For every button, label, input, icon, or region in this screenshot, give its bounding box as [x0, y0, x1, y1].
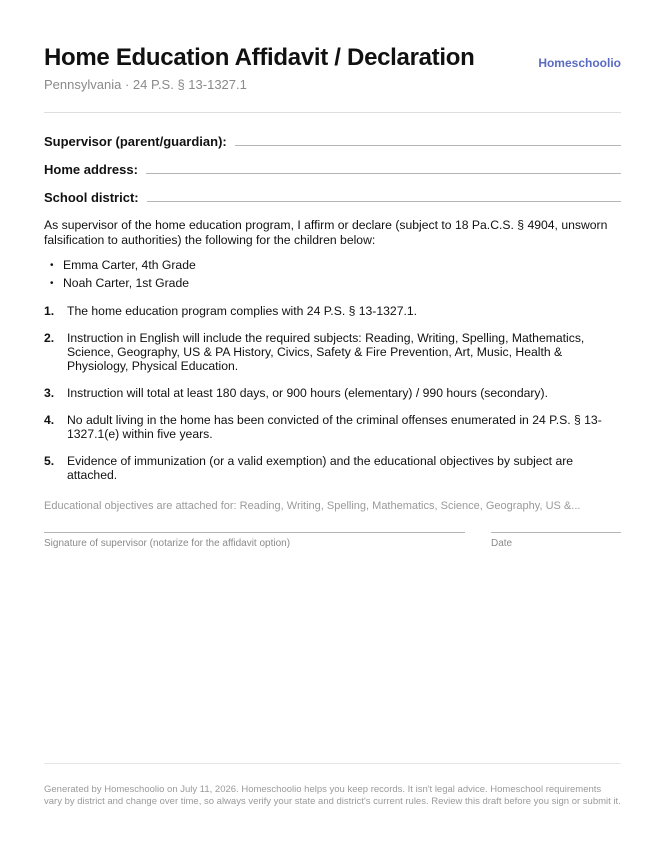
affirmations-list — [44, 304, 621, 495]
brand-logo-text: Homeschoolio — [538, 56, 621, 70]
affirmation-item — [44, 331, 621, 373]
school-district-field — [44, 187, 621, 205]
signature-line — [44, 532, 465, 533]
supervisor-line — [235, 145, 621, 146]
affirmation-number: 2. — [44, 331, 55, 345]
home-address-line — [146, 173, 621, 174]
document-page — [44, 0, 621, 860]
supervisor-label: Supervisor (parent/guardian): — [44, 134, 227, 149]
affirmation-item — [44, 304, 621, 318]
affirmation-text: Instruction in English will include the required subjects: Reading, Writing, Spelling, Mathematics, Science, Geography, US & PA History, Civics, Safety & Fire Prevention, Art, Music, Health & Physiology, Physical Education. — [67, 331, 585, 373]
date-line — [491, 532, 621, 533]
home-address-label: Home address: — [44, 162, 138, 177]
affirmation-number: 5. — [44, 454, 55, 468]
school-district-line — [147, 201, 621, 202]
affirmation-item — [44, 386, 621, 400]
intro-paragraph: As supervisor of the home education program, I affirm or declare (subject to 18 Pa.C.S. § 4904, unsworn falsification to authorities) the following for the children below: — [44, 218, 608, 247]
document-header — [44, 44, 621, 96]
affirmation-number: 3. — [44, 386, 55, 400]
objectives-note: Educational objectives are attached for: Reading, Writing, Spelling, Mathematics, Science, Geography, US &... — [44, 500, 581, 512]
bullet-icon: • — [50, 260, 54, 271]
affirmation-number: 1. — [44, 304, 55, 318]
home-address-field — [44, 159, 621, 177]
bullet-icon: • — [50, 278, 54, 289]
affirmation-number: 4. — [44, 413, 55, 427]
date-label: Date — [491, 538, 513, 549]
list-item — [44, 258, 621, 276]
child-name: Noah Carter, 1st Grade — [63, 276, 189, 290]
list-item — [44, 276, 621, 294]
header-divider — [44, 112, 621, 113]
supervisor-field — [44, 131, 621, 149]
children-list — [44, 258, 621, 294]
footer-disclaimer: Generated by Homeschoolio on July 11, 2026. Homeschoolio helps you keep records. It isn't legal advice. Homeschool requirements vary by district and change over time, so always verify your state and district's current rules. Review this draft before you sign or submit it. — [44, 784, 621, 807]
affirmation-item — [44, 454, 621, 482]
child-name: Emma Carter, 4th Grade — [63, 258, 196, 272]
affirmation-text: Instruction will total at least 180 days, or 900 hours (elementary) / 990 hours (secondary). — [67, 386, 548, 400]
footer-divider — [44, 763, 621, 764]
affirmation-text: No adult living in the home has been convicted of the criminal offenses enumerated in 24 P.S. § 13-1327.1(e) within five years. — [67, 413, 602, 441]
page-title: Home Education Affidavit / Declaration — [44, 44, 475, 71]
signature-label: Signature of supervisor (notarize for the affidavit option) — [44, 538, 291, 549]
school-district-label: School district: — [44, 190, 139, 205]
page-subtitle: Pennsylvania · 24 P.S. § 13-1327.1 — [44, 77, 247, 92]
affirmation-text: Evidence of immunization (or a valid exemption) and the educational objectives by subject are attached. — [67, 454, 574, 482]
affirmation-text: The home education program complies with 24 P.S. § 13-1327.1. — [67, 304, 418, 318]
affirmation-item — [44, 413, 621, 441]
